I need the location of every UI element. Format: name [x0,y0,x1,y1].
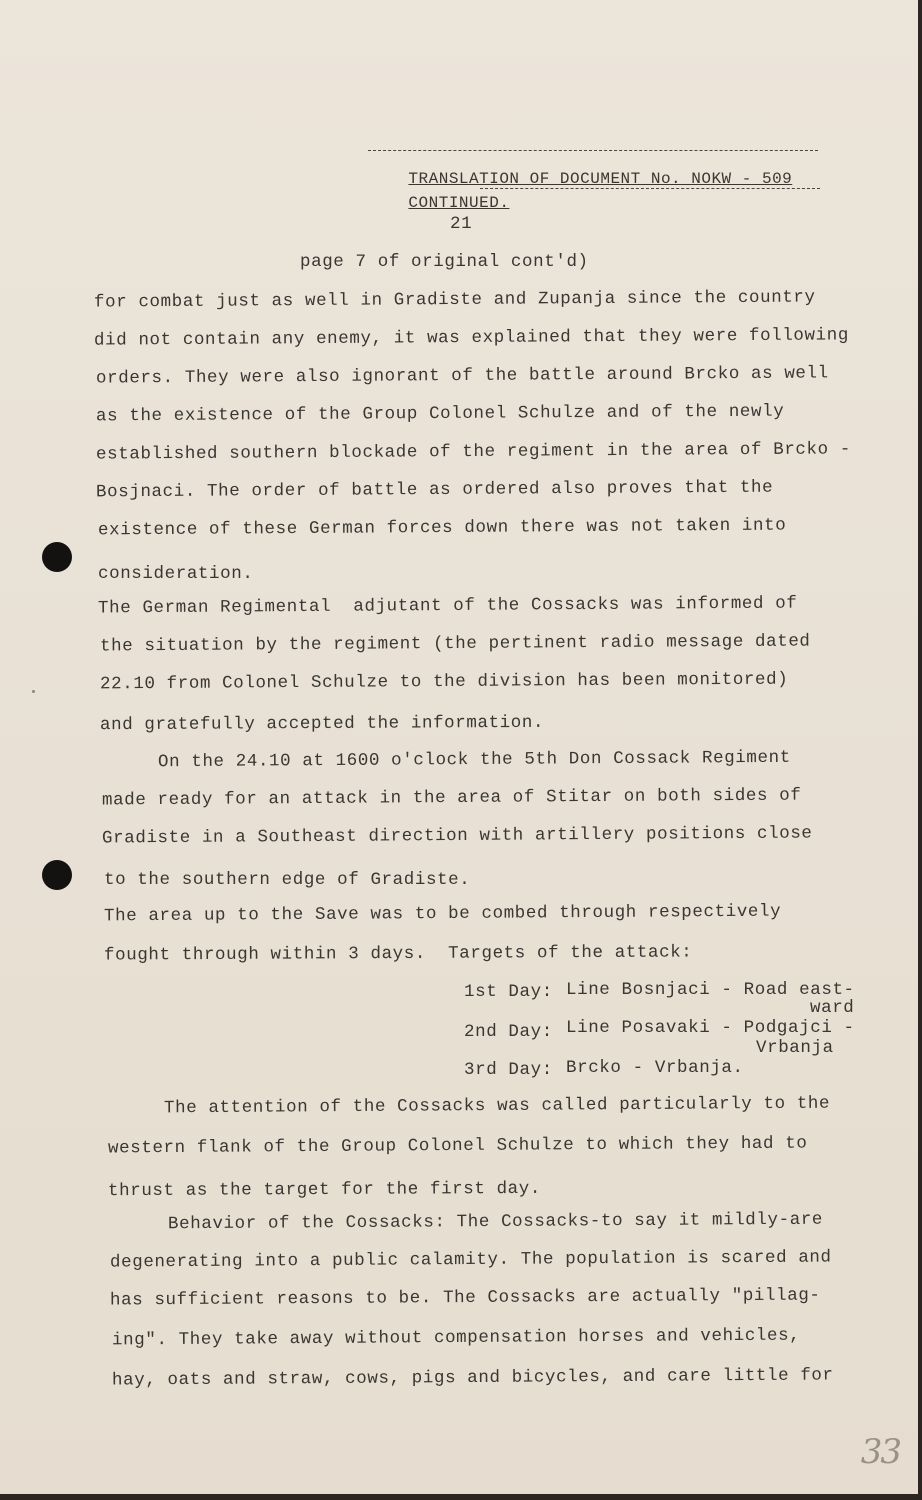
body-line: Behavior of the Cossacks: The Cossacks-to say it mildly-are [167,1209,824,1235]
body-line: has sufficient reasons to be. The Cossacks are actually "pillag- [109,1285,821,1311]
body-line: The area up to the Save was to be combed through respectively [103,901,782,927]
target-line: Brcko - Vrbanja. [566,1058,744,1078]
header-top-rule [368,150,818,151]
body-line: consideration. [98,564,254,584]
body-line: hay, oats and straw, cows, pigs and bicycles, and care little for [111,1365,834,1391]
body-line: fought through within 3 days. Targets of the attack: [103,942,693,966]
target-day-label: 1st Day: [464,982,553,1002]
body-line: and gratefully accepted the information. [99,712,545,736]
scan-edge-bottom [0,1494,922,1500]
header-bottom-rule [480,188,820,189]
body-line: The German Regimental adjutant of the Cossacks was informed of [97,593,798,619]
body-line: On the 24.10 at 1600 o'clock the 5th Don Cossack Regiment [157,747,791,773]
body-line: The attention of the Cossacks was called particularly to the [163,1093,831,1119]
punch-hole [42,542,72,572]
body-line: did not contain any enemy, it was explained that they were following [93,325,849,351]
target-line-continuation: Vrbanja [756,1038,834,1058]
document-title: TRANSLATION OF DOCUMENT No. NOKW - 509 [408,170,793,188]
body-line: ing". They take away without compensation horses and vehicles, [111,1325,801,1351]
archive-page-number: 33 [860,1432,900,1472]
body-line: degenerating into a public calamity. The population is scared and [109,1247,832,1273]
body-line: orders. They were also ignorant of the battle around Brcko as well [95,363,829,389]
punch-hole [42,860,72,890]
page-reference: page 7 of original cont'd) [300,252,589,272]
body-line: existence of these German forces down there was not taken into [97,515,787,541]
document-continued: CONTINUED. [408,194,510,212]
body-line: the situation by the regiment (the pertinent radio message dated [99,631,811,657]
body-line: thrust as the target for the first day. [107,1178,542,1202]
target-line: Line Posavaki - Podgajci - [566,1018,855,1038]
target-day-label: 2nd Day: [464,1022,553,1042]
body-line: for combat just as well in Gradiste and Zupanja since the country [93,287,816,313]
target-line-continuation: ward [810,998,855,1018]
scan-edge-right [918,0,922,1500]
body-line: Bosjnaci. The order of battle as ordered also proves that the [95,477,774,503]
body-line: to the southern edge of Gradiste. [104,870,471,890]
body-line: Gradiste in a Southeast direction with artillery positions close [101,823,813,849]
paper-speck [32,690,35,693]
body-line: established southern blockade of the regiment in the area of Brcko - [95,439,851,465]
target-line: Line Bosnjaci - Road east- [566,980,855,1000]
target-day-label: 3rd Day: [464,1060,553,1080]
body-line: western flank of the Group Colonel Schulze to which they had to [107,1133,808,1159]
page-number: 21 [450,214,473,234]
body-line: 22.10 from Colonel Schulze to the division has been monitored) [99,669,789,695]
body-line: as the existence of the Group Colonel Schulze and of the newly [95,401,785,427]
body-line: made ready for an attack in the area of Stitar on both sides of [101,785,802,811]
